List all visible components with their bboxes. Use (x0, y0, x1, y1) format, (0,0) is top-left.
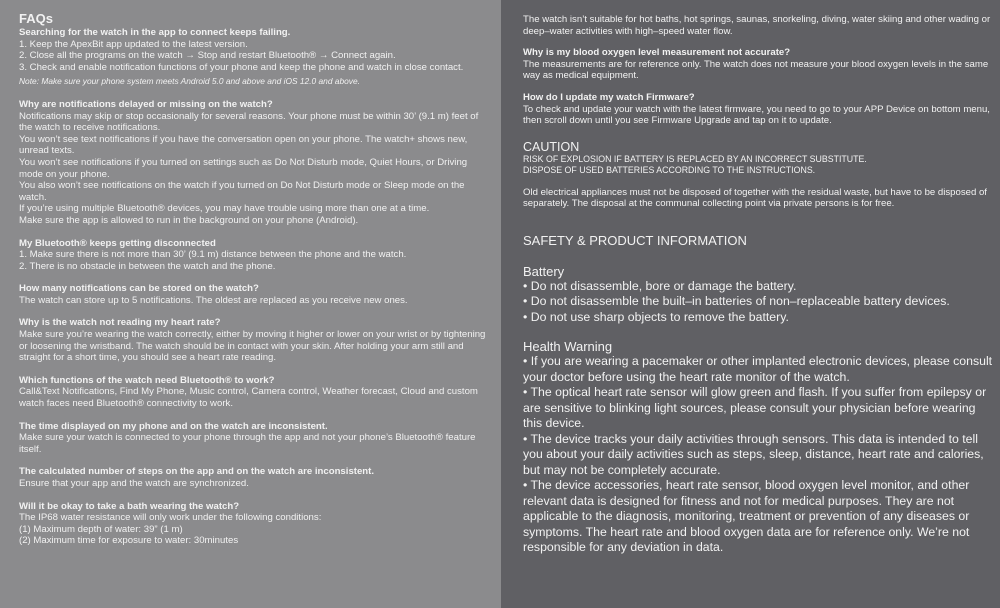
faq-title: FAQs (19, 11, 53, 26)
faq-item-bluetooth (19, 238, 489, 273)
faq-answer-line: (1) Maximum depth of water: 39” (1 m) (19, 523, 183, 535)
faq-question: Why are notifications delayed or missing on the watch? (19, 98, 273, 110)
safety-column (501, 0, 1000, 608)
faq-item-notifications (19, 99, 489, 227)
health-warning-item: • The optical heart rate sensor will glow green and flash. If you suffer from epilepsy or are sensitive to blinking light sources, please consult your physician before wearing this device. (523, 385, 987, 431)
battery-item: • Do not use sharp objects to remove the battery. (523, 309, 789, 324)
faq-question: Why is my blood oxygen level measurement not accurate? (523, 47, 791, 59)
faq-answer-line: Make sure the app is allowed to run in the background on your phone (Android). (19, 214, 359, 226)
faq-answer-line: You also won’t see notifications on the watch if you turned on Do Not Disturb mode or Sleep mode on the watch. (19, 180, 465, 203)
faq-question: How do I update my watch Firmware? (523, 91, 695, 103)
battery-item: • Do not disassemble the built–in batteries of non–replaceable battery devices. (523, 294, 950, 309)
faq-question: Which functions of the watch need Bluetooth® to work? (19, 374, 275, 386)
faq-question: Why is the watch not reading my heart rate? (19, 317, 221, 329)
faq-question: My Bluetooth® keeps getting disconnected (19, 237, 216, 249)
faq-note: Note: Make sure your phone system meets Android 5.0 and above and iOS 12.0 and above. (19, 76, 360, 87)
faq-answer-line: 3. Check and enable notification functions of your phone and keep the phone and watch in close contact. (19, 61, 464, 73)
faq-item-steps (19, 466, 489, 489)
caution-line: DISPOSE OF USED BATTERIES ACCORDING TO THE INSTRUCTIONS. (523, 164, 816, 175)
faq-answer-line: 2. Close all the programs on the watch → Stop and restart Bluetooth® → Connect again. (19, 50, 396, 62)
faq-item-blood-oxygen (523, 47, 994, 82)
health-warning-item: • The device accessories, heart rate sensor, blood oxygen level monitor, and other relevant data is designed for fitness and not for medical purposes. They are not applicable to the diagnosis, monitoring, treatment or prevention of any diseases or symptoms. The heart rate and blood oxygen data are for reference only. We’re not responsible for any deviation in data. (523, 478, 970, 555)
faq-item-heart-rate (19, 317, 489, 363)
faq-question: The calculated number of steps on the app and on the watch are inconsistent. (19, 466, 375, 478)
faq-answer-line: 1. Make sure there is not more than 30’ (9.1 m) distance between the phone and the watch. (19, 249, 407, 261)
health-warning-item: • The device tracks your daily activities through sensors. This data is intended to tell you about your daily activities such as steps, sleep, distance, heart rate and calories, but may not be completely accurate. (523, 431, 984, 477)
safety-title: SAFETY & PRODUCT INFORMATION (523, 232, 747, 248)
faq-question: Will it be okay to take a bath wearing the watch? (19, 500, 240, 512)
faq-answer-line: Make sure you’re wearing the watch correctly, either by moving it higher or lower on your wrist or by tightening or loosening the wristband. The watch should be in contact with your skin. After holding your arm still and straight for a short time, you should see a heart rate reading. (19, 329, 486, 364)
faq-answer-line: (2) Maximum time for exposure to water: 30minutes (19, 535, 239, 547)
faq-item-firmware (523, 92, 994, 127)
faq-answer-line: Notifications may skip or stop occasionally for several reasons. Your phone must be within 30’ (9.1 m) feet of the watch to receive notifications. (19, 110, 479, 134)
faq-item-time (19, 421, 489, 456)
faq-question: How many notifications can be stored on the watch? (19, 283, 259, 295)
health-warning-list (523, 354, 994, 556)
battery-item: • Do not disassemble, bore or damage the battery. (523, 278, 797, 293)
faq-question: The time displayed on my phone and on the watch are inconsistent. (19, 420, 328, 432)
health-warning-item: • If you are wearing a pacemaker or other implanted electronic devices, please consult your doctor before using the heart rate monitor of the watch. (523, 354, 993, 384)
battery-list (523, 279, 994, 326)
battery-title: Battery (523, 263, 565, 279)
caution-line: RISK OF EXPLOSION IF BATTERY IS REPLACED BY AN INCORRECT SUBSTITUTE. (523, 153, 867, 164)
faq-item-connect (19, 27, 489, 88)
faq-answer-line: The watch can store up to 5 notifications. The oldest are replaced as you receive new ones. (19, 294, 408, 306)
faq-answer-line: If you’re using multiple Bluetooth® devices, you may have trouble using more than one at a time. (19, 203, 430, 215)
faq-item-functions (19, 375, 489, 410)
faq-question: Searching for the watch in the app to connect keeps failing. (19, 27, 291, 38)
faq-answer-line: To check and update your watch with the latest firmware, you need to go to your APP Device on bottom menu, then scroll down until you see Firmware Upgrade and tap on it to update. (523, 103, 990, 127)
health-warning-title: Health Warning (523, 339, 613, 355)
faq-item-storage (19, 283, 489, 306)
faq-answer-line: The measurements are for reference only. The watch does not measure your blood oxygen levels in the same way as medical equipment. (523, 58, 989, 82)
faq-answer-line: 2. There is no obstacle in between the watch and the phone. (19, 260, 276, 272)
disposal-text: Old electrical appliances must not be disposed of together with the residual waste, but have to be disposed of separately. The disposal at the communal collecting point via private persons is for free. (523, 186, 987, 210)
faq-answer-line: You won’t see notifications if you turned on settings such as Do Not Disturb mode, Quiet Hours, or Driving mode on your phone. (19, 156, 468, 180)
faq-item-bath (19, 501, 489, 547)
faq-answer-line: 1. Keep the ApexBit app updated to the latest version. (19, 38, 248, 50)
faq-answer-line: Ensure that your app and the watch are synchronized. (19, 478, 249, 489)
faq-answer-line: The IP68 water resistance will only work under the following conditions: (19, 512, 322, 524)
caution-title: CAUTION (523, 139, 580, 154)
faq-answer-line: Make sure your watch is connected to your phone through the app and not your phone’s Bluetooth® feature itself. (19, 432, 476, 455)
faq-answer-line: You won’t see text notifications if you have the conversation open on your phone. The watch+ shows new, unread texts. (19, 133, 468, 157)
water-intro-text: The watch isn’t suitable for hot baths, hot springs, saunas, snorkeling, diving, water skiing and other wading or deep–water activities with high–speed water flow. (523, 14, 991, 37)
faq-answer-line: Call&Text Notifications, Find My Phone, Music control, Camera control, Weather forecast, Cloud and custom watch faces need Bluetooth® connectivity to work. (19, 386, 478, 410)
